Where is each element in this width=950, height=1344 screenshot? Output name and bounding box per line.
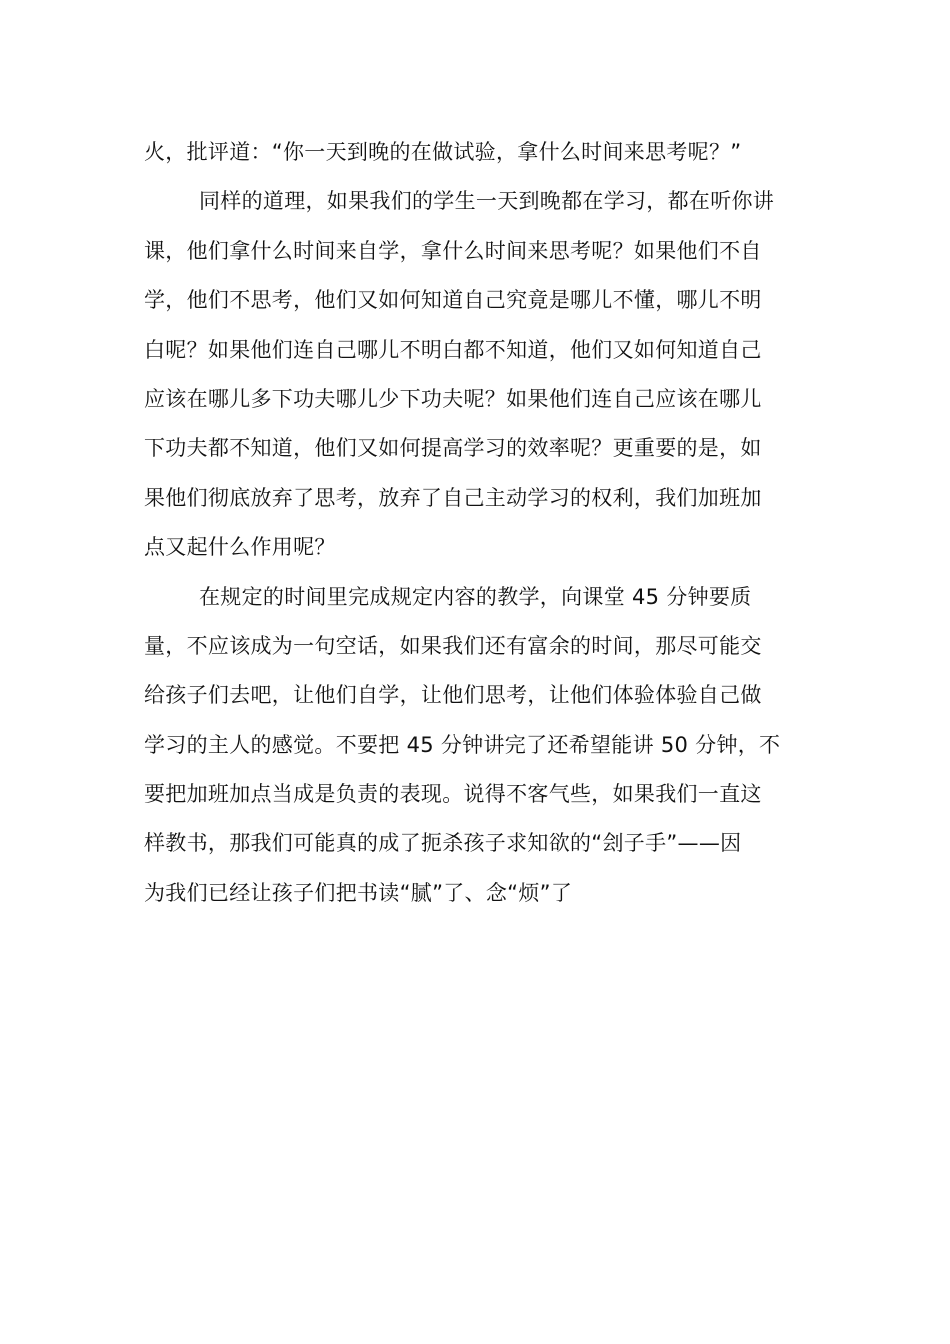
- text-line: 在规定的时间里完成规定内容的教学，向课堂 45 分钟要质: [199, 584, 752, 609]
- text-line: 应该在哪儿多下功夫哪儿少下功夫呢？如果他们连自己应该在哪儿: [144, 386, 762, 411]
- text-line: 同样的道理，如果我们的学生一天到晚都在学习，都在听你讲: [199, 189, 775, 214]
- text-line: 火，批评道：“你一天到晚的在做试验，拿什么时间来思考呢？”: [144, 140, 742, 164]
- text-line: 点又起什么作用呢？: [144, 535, 336, 560]
- text-line: 下功夫都不知道，他们又如何提高学习的效率呢？更重要的是，如: [144, 436, 762, 461]
- text-line: 给孩子们去吧，让他们自学，让他们思考，让他们体验体验自己做: [144, 683, 762, 708]
- paragraph-3: [144, 573, 809, 919]
- text-line: 课，他们拿什么时间来自学，拿什么时间来思考呢？如果他们不自: [144, 238, 762, 263]
- document-body: [144, 128, 809, 918]
- text-line: 样教书，那我们可能真的成了扼杀孩子求知欲的“刽子手”——因: [144, 831, 742, 856]
- paragraph-1: [144, 128, 809, 177]
- text-line: 学习的主人的感觉。不要把 45 分钟讲完了还希望能讲 50 分钟，不: [144, 732, 781, 757]
- text-line: 学，他们不思考，他们又如何知道自己究竟是哪儿不懂，哪儿不明: [144, 288, 762, 313]
- text-line: 为我们已经让孩子们把书读“腻”了、念“烦”了: [144, 880, 573, 905]
- text-line: 果他们彻底放弃了思考，放弃了自己主动学习的权利，我们加班加: [144, 485, 762, 510]
- text-line: 要把加班加点当成是负责的表现。说得不客气些，如果我们一直这: [144, 782, 762, 807]
- text-line: 白呢？如果他们连自己哪儿不明白都不知道，他们又如何知道自己: [144, 337, 762, 362]
- text-line: 量，不应该成为一句空话，如果我们还有富余的时间，那尽可能交: [144, 633, 762, 658]
- paragraph-2: [144, 177, 809, 572]
